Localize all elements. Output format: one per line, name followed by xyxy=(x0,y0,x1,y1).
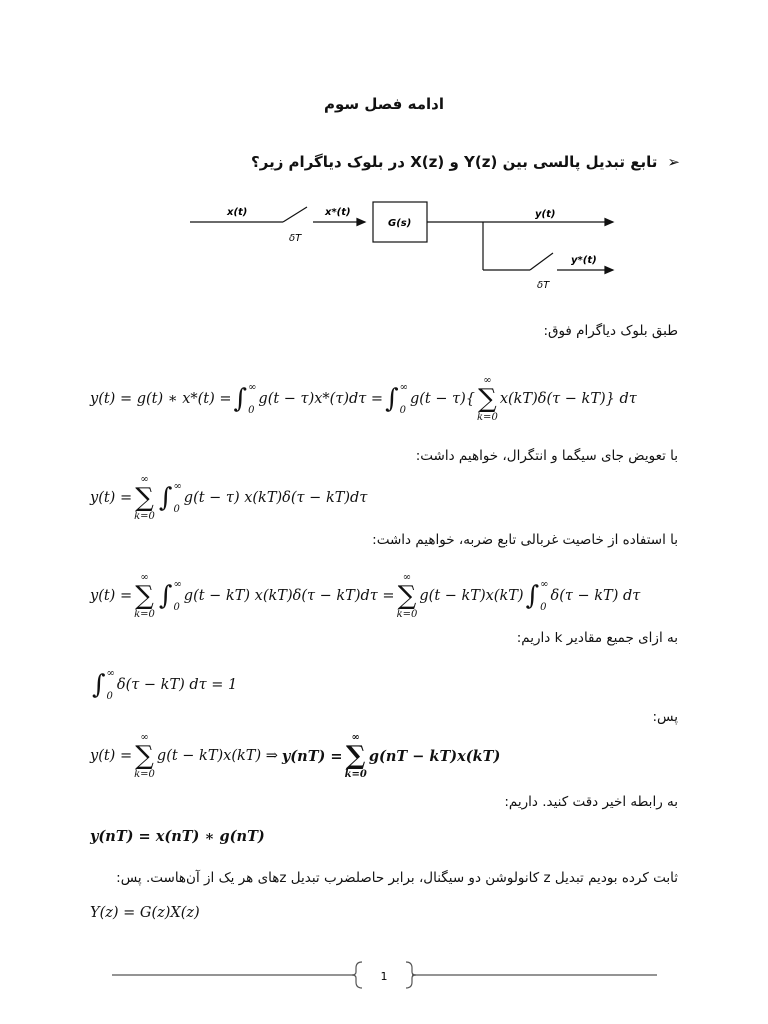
equation-7 xyxy=(90,905,200,921)
integral-sign: ∫ ∞ 0 xyxy=(158,579,182,613)
integral-sign: ∫ ∞ 0 xyxy=(385,382,408,416)
eq1-part-c: g(t − τ){ xyxy=(409,391,475,407)
integral-sign: ∫ ∞ 0 xyxy=(92,668,115,702)
eq6-body: y(nT) = x(nT) ∗ g(nT) xyxy=(90,828,265,845)
question-text: تابع تبدیل پالسی بین Y(z) و X(z) در بلوک دیاگرام زیر؟ xyxy=(251,153,658,171)
integral-sign: ∫ ∞ 0 xyxy=(233,382,257,416)
eq3-part-d: δ(τ − kT) dτ xyxy=(550,588,641,604)
paragraph-2: با تعویض جای سیگما و انتگرال، خواهیم داشت: xyxy=(415,448,678,464)
transfer-block-label: G(s) xyxy=(388,218,412,229)
paragraph-7: ثابت کرده بودیم تبدیل z کانولوشن دو سیگنال، برابر حاصلضرب تبدیل zهای هر یک از آن‌هاست. پس: xyxy=(116,870,678,886)
eq3-part-a: y(t) = xyxy=(90,588,133,604)
paragraph-4: به ازای جمیع مقادیر k داریم: xyxy=(516,630,678,646)
summation-sign: ∞ ∑ k=0 xyxy=(134,732,155,780)
page-footer xyxy=(0,960,768,990)
equation-4 xyxy=(90,668,237,702)
output-signal-label: y(t) xyxy=(535,209,556,220)
sampler-label-output: δT xyxy=(537,280,550,291)
sampler-label-input: δT xyxy=(289,233,302,244)
sampled-signal-label: x*(t) xyxy=(325,207,351,218)
eq2-part-b: g(t − τ) x(kT)δ(τ − kT)dτ xyxy=(183,490,368,506)
paragraph-5: پس: xyxy=(652,709,678,725)
eq7-body: Y(z) = G(z)X(z) xyxy=(90,905,200,921)
summation-sign: ∞ ∑ k=0 xyxy=(477,375,498,423)
bullet-arrow-icon: ➢ xyxy=(667,153,680,171)
paragraph-6: به رابطه اخیر دقت کنید. داریم: xyxy=(504,794,678,810)
eq5-part-c: y(nT) = xyxy=(281,747,343,765)
eq4-body: δ(τ − kT) dτ = 1 xyxy=(116,677,238,693)
summation-sign: ∞ ∑ k=0 xyxy=(134,474,155,522)
page-title: ادامه فصل سوم xyxy=(324,95,444,113)
eq3-part-c: g(t − kT)x(kT) xyxy=(419,588,524,604)
paragraph-1: طبق بلوک دیاگرام فوق: xyxy=(543,323,678,339)
eq1-part-d: x(kT)δ(τ − kT)} dτ xyxy=(499,391,637,407)
eq5-part-b: g(t − kT)x(kT) ⇒ xyxy=(156,748,278,764)
eq5-part-d: g(nT − kT)x(kT) xyxy=(368,747,501,765)
eq5-part-a: y(t) = xyxy=(90,748,133,764)
equation-3 xyxy=(90,572,640,620)
eq1-part-b: g(t − τ)x*(τ)dτ = xyxy=(258,391,384,407)
page-number: 1 xyxy=(380,970,388,983)
eq3-part-b: g(t − kT) x(kT)δ(τ − kT)dτ = xyxy=(183,588,395,604)
summation-sign: ∞ ∑ k=0 xyxy=(396,572,418,620)
summation-sign: ∞ ∑ k=0 xyxy=(344,732,367,780)
summation-sign: ∞ ∑ k=0 xyxy=(134,572,155,620)
output-sampled-label: y*(t) xyxy=(571,255,597,266)
block-diagram xyxy=(185,195,625,295)
question-heading xyxy=(251,153,680,171)
eq1-part-a: y(t) = g(t) ∗ x*(t) = xyxy=(90,391,232,407)
paragraph-3: با استفاده از خاصیت غربالی تابع ضربه، خواهیم داشت: xyxy=(372,532,678,548)
equation-5 xyxy=(90,732,500,780)
equation-1 xyxy=(90,375,637,423)
footer-rule xyxy=(0,960,768,990)
input-signal-label: x(t) xyxy=(227,207,248,218)
eq2-part-a: y(t) = xyxy=(90,490,133,506)
integral-sign: ∫ ∞ 0 xyxy=(158,481,182,515)
equation-6 xyxy=(90,828,265,845)
equation-2 xyxy=(90,474,367,522)
integral-sign: ∫ ∞ 0 xyxy=(525,579,549,613)
